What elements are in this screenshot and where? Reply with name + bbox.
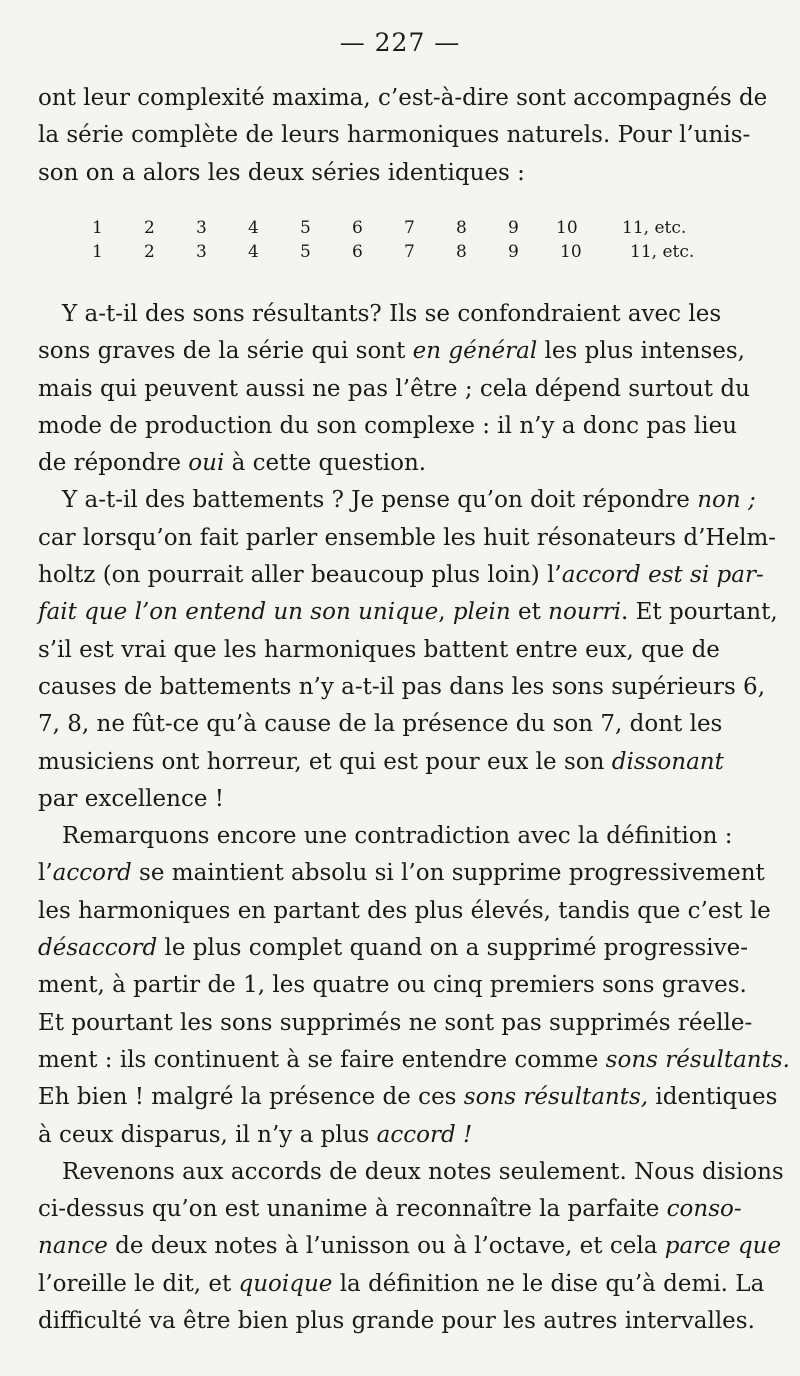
text-line: holtz (on pourrait aller beaucoup plus loin) l’accord est si par- [38, 562, 764, 589]
text-line: fait que l’on entend un son unique, plein et nourri. Et pourtant, [38, 599, 778, 626]
text-line: 7, 8, ne fût-ce qu’à cause de la présence du son 7, dont les [38, 711, 723, 738]
text-line: difficulté va être bien plus grande pour les autres intervalles. [38, 1308, 755, 1335]
series-number: 9 [508, 242, 519, 262]
emphasis: fait que l’on entend un son unique [38, 599, 439, 626]
text-line: la série complète de leurs harmoniques naturels. Pour l’unis- [38, 122, 751, 149]
text-line: mais qui peuvent aussi ne pas l’être ; cela dépend surtout du [38, 375, 750, 402]
emphasis: plein [452, 599, 511, 626]
emphasis: conso- [666, 1196, 742, 1223]
emphasis: accord est si par- [561, 562, 764, 589]
series-number: 5 [300, 242, 311, 262]
series-number: 4 [248, 242, 259, 262]
series-number: 7 [404, 218, 415, 238]
series-number: 1 [92, 218, 103, 238]
series-number: 1 [92, 242, 103, 262]
harmonic-series-row-1 [92, 218, 712, 242]
emphasis: nourri [548, 599, 621, 626]
series-number: 3 [196, 242, 207, 262]
text-line: ment : ils continuent à se faire entendre comme sons résultants. [38, 1046, 790, 1073]
text-line: sons graves de la série qui sont en général les plus intenses, [38, 338, 745, 365]
emphasis: accord ! [376, 1121, 473, 1148]
text-line: car lorsqu’on fait parler ensemble les huit résonateurs d’Helm- [38, 524, 777, 551]
emphasis: désaccord [38, 935, 158, 962]
text-line: Eh bien ! malgré la présence de ces sons résultants, identiques [38, 1084, 778, 1111]
harmonic-series-row-2 [92, 242, 712, 266]
text-line: Et pourtant les sons supprimés ne sont pas supprimés réelle- [38, 1009, 753, 1036]
body-text [38, 296, 790, 1340]
text-line: l’oreille le dit, et quoique la définition ne le dise qu’à demi. La [38, 1270, 765, 1297]
emphasis: accord [52, 860, 132, 887]
series-number: 6 [352, 218, 363, 238]
emphasis: sons résultants, [463, 1084, 649, 1111]
text-line: Y a-t-il des battements ? Je pense qu’on doit répondre non ; [62, 487, 756, 514]
series-number: 2 [144, 218, 155, 238]
emphasis: nance [38, 1233, 108, 1260]
text-line: Revenons aux accords de deux notes seulement. Nous disions [62, 1158, 784, 1185]
emphasis: parce que [664, 1233, 782, 1260]
series-number: 11, etc. [622, 218, 687, 238]
text-line: ci-dessus qu’on est unanime à reconnaître la parfaite conso- [38, 1196, 742, 1223]
series-number: 3 [196, 218, 207, 238]
series-number: 6 [352, 242, 363, 262]
series-number: 4 [248, 218, 259, 238]
series-number: 8 [456, 218, 467, 238]
text-line: Remarquons encore une contradiction avec la définition : [62, 823, 733, 850]
series-number: 11, etc. [630, 242, 695, 262]
text-line: nance de deux notes à l’unisson ou à l’octave, et cela parce que [38, 1233, 782, 1260]
text-line: son on a alors les deux séries identiques : [38, 159, 525, 186]
series-number: 9 [508, 218, 519, 238]
text-line: ment, à partir de 1, les quatre ou cinq premiers sons graves. [38, 972, 747, 999]
series-number: 8 [456, 242, 467, 262]
series-number: 2 [144, 242, 155, 262]
text-line: à ceux disparus, il n’y a plus accord ! [38, 1121, 473, 1148]
text-line: de répondre oui à cette question. [38, 450, 427, 477]
text-line: ont leur complexité maxima, c’est-à-dire sont accompagnés de [38, 85, 768, 111]
text-line: l’accord se maintient absolu si l’on supprime progressivement [38, 860, 765, 887]
series-number: 10 [556, 218, 578, 238]
series-number: 7 [404, 242, 415, 262]
text-line: désaccord le plus complet quand on a supprimé progressive- [38, 935, 749, 962]
emphasis: en général [412, 338, 538, 365]
emphasis: dissonant [611, 748, 724, 775]
page-number: — 227 — [339, 28, 461, 57]
emphasis: oui [188, 450, 225, 477]
opening-paragraph [38, 80, 768, 192]
text-line: s’il est vrai que les harmoniques battent entre eux, que de [38, 636, 720, 663]
emphasis: non ; [697, 487, 756, 514]
text-line: causes de battements n’y a-t-il pas dans les sons supérieurs 6, [38, 673, 766, 700]
series-number: 5 [300, 218, 311, 238]
text-line: par excellence ! [38, 785, 224, 812]
text-line: Y a-t-il des sons résultants? Ils se confondraient avec les [62, 301, 722, 327]
text-line: mode de production du son complexe : il n’y a donc pas lieu [38, 412, 738, 439]
series-number: 10 [560, 242, 582, 262]
emphasis: quoique [238, 1270, 333, 1297]
text-line: musiciens ont horreur, et qui est pour eux le son dissonant [38, 748, 724, 775]
emphasis: sons résultants. [605, 1046, 790, 1073]
text-line: les harmoniques en partant des plus élevés, tandis que c’est le [38, 897, 771, 924]
